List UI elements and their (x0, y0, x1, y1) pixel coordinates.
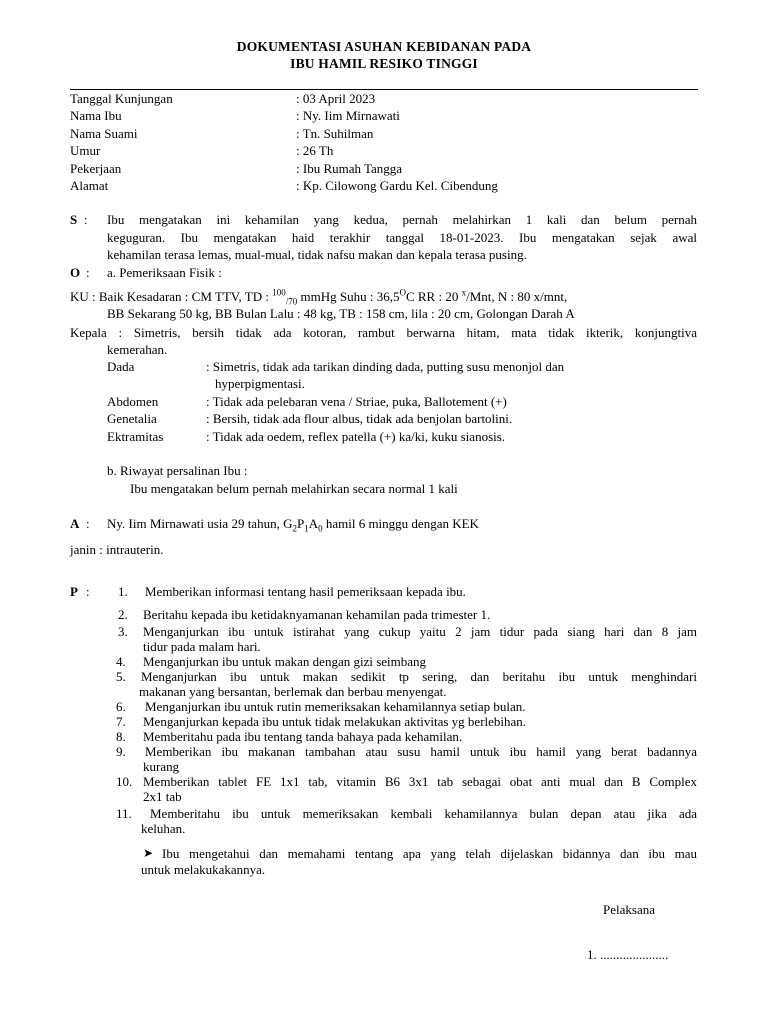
bp-systolic: 100 (272, 287, 286, 298)
bp-diastolic: /70 (285, 296, 298, 307)
anthropometry-line: BB Sekarang 50 kg, BB Bulan Lalu : 48 kg, TB : 158 cm, lila : 20 cm, Golongan Darah A (107, 306, 575, 321)
plan-marker: P (70, 584, 78, 599)
degree-symbol: O (399, 287, 406, 298)
exam-value-genitalia: : Bersih, tidak ada flour albus, tidak ada benjolan bartolini. (206, 411, 513, 426)
rr-x-superscript: x (461, 287, 467, 298)
plan-item-4-number: 4. (116, 654, 126, 669)
labor-history-heading: b. Riwayat persalinan Ibu : (107, 463, 248, 478)
plan-item-5-text-line-2: makanan yang bersantan, berlemak dan berbau menyengat. (139, 684, 447, 699)
head-exam-line-2: kemerahan. (107, 342, 168, 357)
subjective-line-2: keguguran. Ibu mengatakan haid terakhir tanggal 18-01-2023. Ibu mengatakan sejak awal (107, 230, 697, 245)
plan-item-6-text: Menganjurkan ibu untuk rutin memeriksakan kehamilannya setiap bulan. (145, 699, 526, 714)
exam-label-abdomen: Abdomen (107, 394, 159, 409)
evaluation-line-2: untuk melakukakannya. (141, 862, 266, 877)
identity-label-visit-date: Tanggal Kunjungan (70, 91, 173, 106)
identity-label-age: Umur (70, 143, 101, 158)
para-sub: 1 (304, 523, 309, 534)
vital-signs-part-4: /Mnt, N : 80 x/mnt, (466, 289, 568, 304)
vital-signs-part-1: KU : Baik Kesadaran : CM TTV, TD : (70, 289, 273, 304)
plan-item-5-number: 5. (116, 669, 126, 684)
plan-item-2-text: Beritahu kepada ibu ketidaknyamanan kehamilan pada trimester 1. (143, 607, 491, 622)
assessment-colon: : (86, 516, 90, 531)
plan-item-7-number: 7. (116, 714, 126, 729)
plan-item-10-text-line-1: Memberikan tablet FE 1x1 tab, vitamin B6 3x1 tab sebagai obat anti mual dan B Complex (143, 774, 697, 789)
plan-item-1-number: 1. (118, 584, 128, 599)
assessment-diagnosis (107, 515, 479, 532)
plan-item-8-text: Memberitahu pada ibu tentang tanda bahaya pada kehamilan. (143, 729, 463, 744)
subjective-line-1: Ibu mengatakan ini kehamilan yang kedua, pernah melahirkan 1 kali dan belum pernah (107, 212, 697, 227)
plan-item-3-text-line-2: tidur pada malam hari. (143, 639, 261, 654)
document-title-line1: DOKUMENTASI ASUHAN KEBIDANAN PADA (236, 39, 532, 54)
plan-colon: : (86, 584, 90, 599)
vital-signs-part-2: mmHg Suhu : 36,5 (297, 289, 400, 304)
plan-item-9-number: 9. (116, 744, 126, 759)
plan-item-3-number: 3. (118, 624, 128, 639)
plan-item-7-text: Menganjurkan kepada ibu untuk tidak melakukan aktivitas yg berlebihan. (143, 714, 527, 729)
plan-item-10-text-line-2: 2x1 tab (143, 789, 182, 804)
subjective-colon: : (84, 212, 88, 227)
identity-label-occupation: Pekerjaan (70, 161, 122, 176)
identity-label-husband-name: Nama Suami (70, 126, 138, 141)
plan-item-3-text-line-1: Menganjurkan ibu untuk istirahat yang cukup yaitu 2 jam tidur pada siang hari dan 8 jam (143, 624, 697, 639)
subjective-marker: S (70, 212, 78, 227)
plan-item-9-text-line-1: Memberikan ibu makanan tambahan atau susu hamil untuk ibu hamil yang berat badannya (145, 744, 697, 759)
exam-label-genitalia: Genetalia (107, 411, 157, 426)
identity-value-address: : Kp. Cilowong Gardu Kel. Cibendung (296, 178, 498, 193)
abortus-sub: 0 (318, 523, 323, 534)
vital-signs-part-3: C RR : 20 (405, 289, 462, 304)
gravida-sub: 2 (292, 523, 297, 534)
plan-item-4-text: Menganjurkan ibu untuk makan dengan gizi seimbang (143, 654, 427, 669)
objective-colon: : (86, 265, 90, 280)
plan-item-11-text-line-2: keluhan. (141, 821, 186, 836)
document-title-line2: IBU HAMIL RESIKO TINGGI (290, 56, 478, 71)
plan-item-5-text-line-1: Menganjurkan ibu untuk makan sedikit tp sering, dan beritahu ibu untuk menghindari (141, 669, 697, 684)
identity-value-occupation: : Ibu Rumah Tangga (296, 161, 403, 176)
identity-value-husband-name: : Tn. Suhilman (296, 126, 374, 141)
plan-item-10-number: 10. (116, 774, 133, 789)
objective-marker: O (70, 265, 81, 280)
plan-item-8-number: 8. (116, 729, 126, 744)
subjective-line-3: kehamilan terasa lemas, mual-mual, tidak nafsu makan dan kepala terasa pusing. (107, 247, 527, 262)
diagnosis-part-1: Ny. Iim Mirnawati usia 29 tahun, G (107, 516, 293, 531)
vital-signs-line (70, 288, 567, 305)
exam-label-chest: Dada (107, 359, 135, 374)
plan-item-2-number: 2. (118, 607, 128, 622)
identity-value-mother-name: : Ny. Iim Mirnawati (296, 108, 400, 123)
exam-value-chest-cont: hyperpigmentasi. (215, 376, 305, 391)
plan-item-11-number: 11. (116, 806, 132, 821)
identity-label-mother-name: Nama Ibu (70, 108, 122, 123)
evaluation-line-1: Ibu mengetahui dan memahami tentang apa yang telah dijelaskan bidannya dan ibu mau (162, 846, 697, 861)
plan-item-11-text-line-1: Memberitahu ibu untuk memeriksakan kembali kehamilannya bulan depan atau jika ada (150, 806, 697, 821)
exam-label-extremities: Ektramitas (107, 429, 164, 444)
abortus-letter: A (308, 516, 319, 531)
plan-item-6-number: 6. (116, 699, 126, 714)
para-letter: P (296, 516, 305, 531)
assessment-marker: A (70, 516, 80, 531)
plan-item-9-text-line-2: kurang (143, 759, 180, 774)
identity-value-visit-date: : 03 April 2023 (296, 91, 376, 106)
exam-value-extremities: : Tidak ada oedem, reflex patella (+) ka/ki, kuku sianosis. (206, 429, 506, 444)
assessment-line-2: janin : intrauterin. (70, 542, 164, 557)
arrow-bullet-icon: ➤ (143, 846, 154, 860)
head-exam-line-1: Kepala : Simetris, bersih tidak ada kotoran, rambut berwarna hitam, mata tidak ikterik, konjungtiva (70, 325, 697, 340)
identity-label-address: Alamat (70, 178, 109, 193)
exam-value-chest: : Simetris, tidak ada tarikan dinding dada, putting susu menonjol dan (206, 359, 565, 374)
signature-line: 1. ..................... (587, 947, 669, 962)
labor-history-text: Ibu mengatakan belum pernah melahirkan secara normal 1 kali (130, 481, 458, 496)
identity-value-age: : 26 Th (296, 143, 334, 158)
plan-item-1-text: Memberikan informasi tentang hasil pemeriksaan kepada ibu. (145, 584, 466, 599)
exam-value-abdomen: : Tidak ada pelebaran vena / Striae, puka, Ballotement (+) (206, 394, 507, 409)
signature-label: Pelaksana (603, 902, 655, 917)
diagnosis-part-2: hamil 6 minggu dengan KEK (322, 516, 479, 531)
physical-exam-heading: a. Pemeriksaan Fisik : (107, 265, 222, 280)
